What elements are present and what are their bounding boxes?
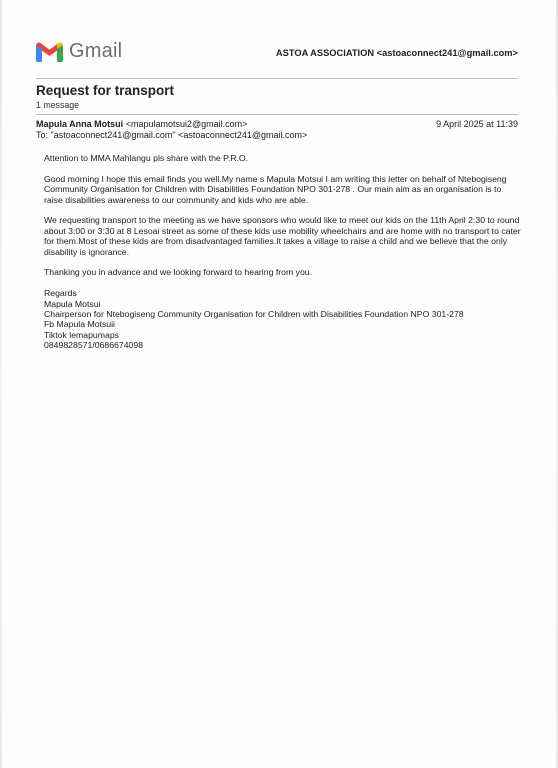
email-subject: Request for transport (36, 83, 175, 98)
email-body (44, 153, 522, 351)
signature-line: Mapula Motsui (44, 298, 101, 309)
signature-line: Regards (44, 288, 77, 299)
signature-line: Tiktok lemapumaps (44, 329, 119, 340)
subject-divider (36, 114, 518, 115)
signature-block (44, 288, 522, 350)
email-header (36, 38, 518, 70)
message-date: 9 April 2025 at 11:39 (436, 119, 518, 129)
gmail-wordmark: Gmail (69, 40, 123, 62)
signature-line: Chairperson for Ntebogiseng Community Organisation for Children with Disabilities Foundation NPO 301-278 (44, 309, 464, 320)
sender-email: <mapulamotsui2@gmail.com> (125, 119, 248, 129)
sender-name: Mapula Anna Motsui (36, 119, 124, 129)
gmail-m-icon (36, 42, 63, 62)
signature-line: Fb Mapula Motsuii (44, 319, 115, 330)
body-paragraph: Thanking you in advance and we looking forward to hearing from you. (44, 267, 313, 278)
body-paragraph: Attention to MMA Mahlangu pls share with the P.R.O. (44, 153, 249, 163)
message-count: 1 message (36, 100, 80, 110)
header-divider (36, 78, 518, 79)
body-paragraph: We requesting transport to the meeting as we have sponsors who would like to meet our kids on the 11th April 2:30 to round about 3:00 or 3:30 at 8 Lesoai street as some of these kids use mobility wheelchairs and are home with no transport to cater for them.Most of these kids are from disadvantaged families.It takes a village to raise a child and we believe that the only disability is ignorance. (44, 215, 521, 257)
sender-line (36, 119, 247, 129)
account-identity: ASTOA ASSOCIATION <astoaconnect241@gmail.com> (275, 48, 518, 58)
body-paragraph: Good morning I hope this email finds you well.My name s Mapula Motsui I am writing this letter on behalf of Ntebogiseng Community Organisation for Children with Disabilities Foundation NPO 301-278 . Our main aim as an organisation is to raise disabilities awareness to our community and kids who are able. (44, 173, 507, 205)
recipient-line: To: "astoaconnect241@gmail.com" <astoaconnect241@gmail.com> (36, 130, 308, 140)
scan-edge-left (0, 0, 2, 768)
gmail-logo (36, 40, 122, 63)
signature-line: 0849828571/0686674098 (44, 340, 144, 351)
